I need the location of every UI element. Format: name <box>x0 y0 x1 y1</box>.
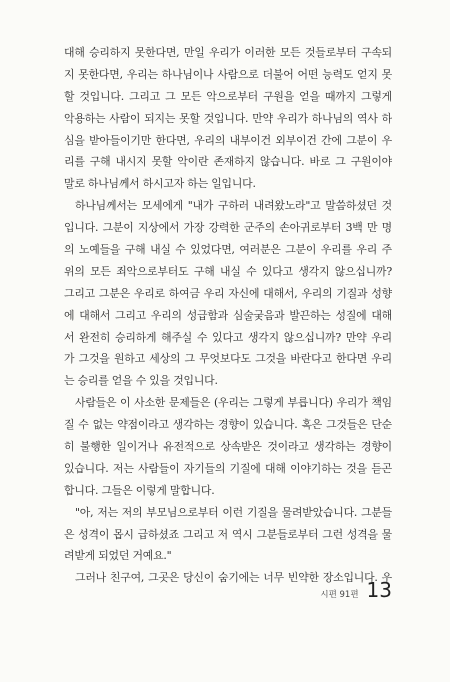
text-line: 합니다. 그들은 이렇게 말합니다. <box>64 483 215 497</box>
text-line: 있습니다. 저는 사람들이 자기들의 기질에 대해 이야기하는 것을 듣곤 <box>64 461 392 475</box>
text-line: 위의 모든 죄악으로부터도 구해 내실 수 있다고 생각지 않으십니까? <box>64 264 392 278</box>
text-line: 악용하는 사람이 되지는 못할 것입니다. 만약 우리가 하나님의 역사 하 <box>64 111 392 125</box>
text-line: 은 성격이 몹시 급하셨죠 그리고 저 역시 그분들로부터 그런 성격을 물 <box>64 527 392 541</box>
text-line: 의 노예들을 구해 내실 수 있었다면, 여러분은 그분이 우리를 우리 주 <box>64 243 392 257</box>
text-line: 히 불행한 일이거나 유전적으로 상속받은 것이라고 생각하는 경향이 <box>64 440 392 454</box>
body-text <box>64 42 392 589</box>
text-line: 려받게 되었던 거예요." <box>64 549 172 563</box>
page-number: 13 <box>366 578 392 602</box>
text-line: "아, 저는 저의 부모님으로부터 이런 기질을 물려받았습니다. 그분들 <box>75 505 392 519</box>
running-head: 시편 91편 <box>320 590 359 600</box>
text-line: 할 것입니다. 그리고 그 모든 악으로부터 구원을 얻을 때까지 그렇게 <box>64 89 392 103</box>
text-line: 하나님께서는 모세에게 "내가 구하러 내려왔노라"고 말씀하셨던 것 <box>75 199 392 213</box>
text-line: 대해 승리하지 못한다면, 만일 우리가 이러한 모든 것들로부터 구속되 <box>64 46 392 59</box>
text-line: 지 못한다면, 우리는 하나님이나 사람으로 더불어 어떤 능력도 얻지 못 <box>64 67 392 81</box>
text-line: 말로 하나님께서 하시고자 하는 일입니다. <box>64 177 256 191</box>
text-line: 사람들은 이 사소한 문제들은 (우리는 그렇게 부릅니다) 우리가 책임 <box>75 396 392 410</box>
text-line: 입니다. 그분이 지상에서 가장 강력한 군주의 손아귀로부터 3백 만 명 <box>64 221 392 235</box>
page-footer <box>320 578 392 602</box>
text-line: 심을 받아들이기만 한다면, 우리의 내부이건 외부이건 간에 그분이 우 <box>64 133 392 147</box>
text-line: 는 승리를 얻을 수 있을 것입니다. <box>64 374 218 388</box>
text-line: 가 그것을 원하고 세상의 그 무엇보다도 그것을 바란다고 한다면 우리 <box>64 352 392 366</box>
text-line: 그러나 친구여, 그곳은 당신이 숨기에는 너무 빈약한 장소입니다. 우 <box>75 571 392 585</box>
text-line: 그리고 그분은 우리로 하여금 우리 자신에 대해서, 우리의 기질과 성향 <box>64 286 392 300</box>
text-line: 질 수 없는 약점이라고 생각하는 경향이 있습니다. 혹은 그것들은 단순 <box>64 418 392 432</box>
text-line: 에 대해서 그리고 우리의 성급함과 심술궂음과 발끈하는 성질에 대해 <box>64 308 392 322</box>
text-line: 서 완전히 승리하게 해주실 수 있다고 생각지 않으십니까? 만약 우리 <box>64 330 392 344</box>
text-line: 리를 구해 내시지 못할 악이란 존재하지 않습니다. 바로 그 구원이야 <box>64 155 392 169</box>
